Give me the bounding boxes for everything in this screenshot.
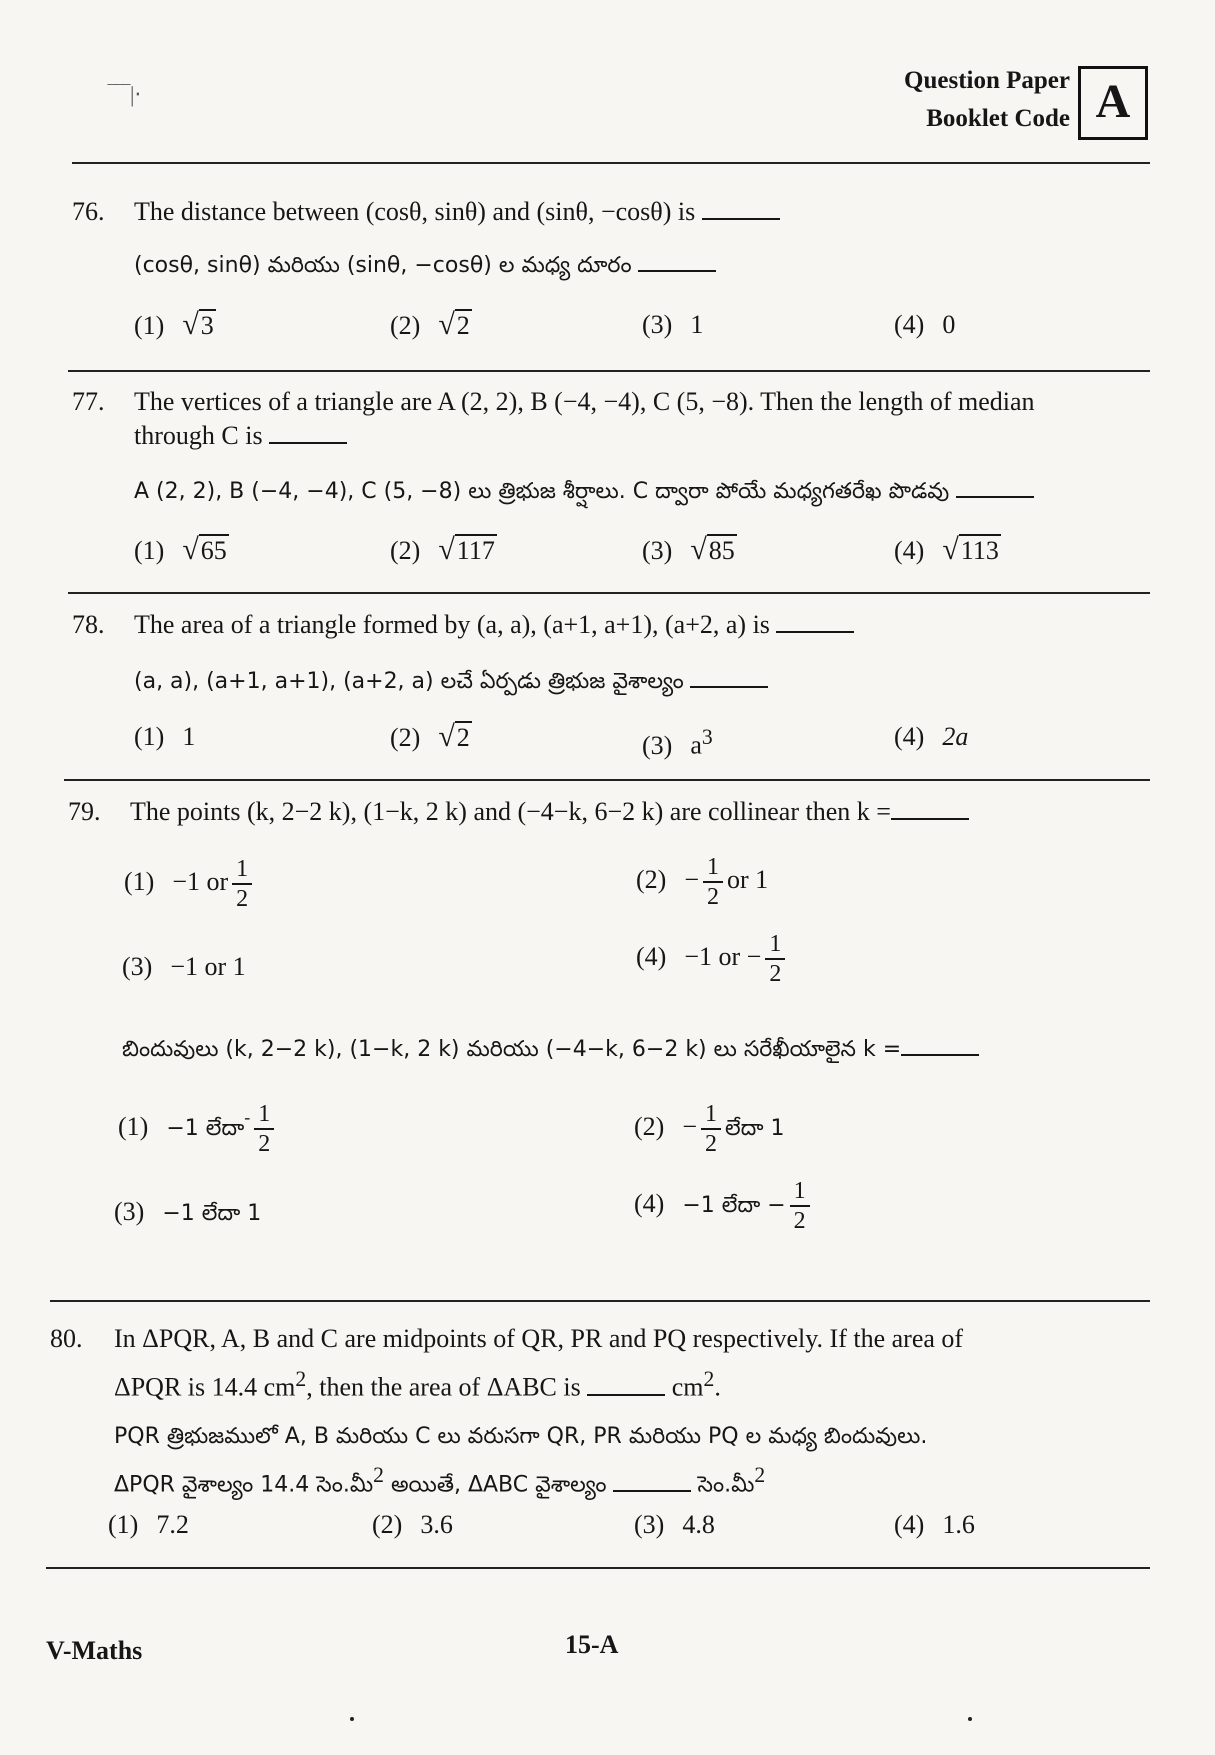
option-number: (3) <box>642 536 673 565</box>
option-number: (3) <box>642 730 673 760</box>
question-number: 76. <box>72 197 105 226</box>
option-3[interactable] <box>642 308 703 342</box>
answer-blank <box>702 196 780 220</box>
answer-blank <box>956 474 1034 498</box>
option-number: (3) <box>642 310 673 339</box>
option-4[interactable] <box>894 533 1001 568</box>
option-4-te[interactable]: (4) −1 లేదా − $\frac{1}{2}$ <box>634 1177 814 1235</box>
question-text-te: A (2, 2), B (−4, −4), C (5, −8) లు త్రిభుజ శీర్షాలు. C ద్వారా పోయే మధ్యగతరేఖ పొడవు <box>134 479 950 504</box>
question-text-te: (a, a), (a+1, a+1), (a+2, a) లచే ఏర్పడు త్రిభుజ వైశాల్యం <box>134 669 684 694</box>
corner-mark: ‾‾‾|‧ <box>108 82 142 107</box>
answer-blank <box>587 1372 665 1396</box>
option-value: 2a <box>942 722 969 751</box>
answer-blank <box>891 796 969 820</box>
option-number: (3) <box>634 1510 665 1539</box>
footer-subject: V-Maths <box>46 1636 143 1665</box>
option-number: (4) <box>894 722 925 751</box>
option-3[interactable] <box>642 720 713 763</box>
option-1[interactable] <box>134 720 195 754</box>
option-value: 7.2 <box>156 1510 189 1539</box>
option-number: (2) <box>372 1510 403 1539</box>
question-number: 78. <box>72 610 105 639</box>
booklet-code-box: A <box>1078 66 1148 140</box>
option-2[interactable] <box>390 720 472 755</box>
sqrt-expression: √3 <box>182 308 214 341</box>
option-4[interactable] <box>894 308 955 342</box>
option-number: (2) <box>390 723 421 752</box>
option-2[interactable] <box>390 533 497 568</box>
dot-mark <box>350 1717 354 1721</box>
question-text-te-cont: ΔPQR వైశాల్యం 14.4 సెం.మీ <box>114 1472 374 1498</box>
option-2-en[interactable]: (2) − $\frac{1}{2}$ or 1 <box>636 854 769 910</box>
question-text-te: PQR త్రిభుజములో A, B మరియు C లు వరుసగా QR, PR మరియు PQ ల మధ్య బిందువులు. <box>114 1424 928 1449</box>
option-value: 0 <box>942 310 956 339</box>
question-text-en: In ΔPQR, A, B and C are midpoints of QR, PR and PQ respectively. If the area of <box>114 1324 964 1353</box>
option-number: (2) <box>390 536 421 565</box>
option-number: (2) <box>636 864 667 894</box>
question-text-te: బిందువులు (k, 2−2 k), (1−k, 2 k) మరియు (−4−k, 6−2 k) లు సరేఖీయాలైన k = <box>122 1037 902 1062</box>
answer-blank <box>638 248 716 272</box>
option-number: (4) <box>634 1188 665 1218</box>
question-text-en-cont: through C is <box>134 421 263 450</box>
option-value: 3.6 <box>420 1510 453 1539</box>
option-1[interactable] <box>134 533 229 568</box>
option-number: (3) <box>122 952 153 981</box>
option-4-en[interactable]: (4) −1 or − $\frac{1}{2}$ <box>636 930 789 988</box>
option-4[interactable] <box>894 720 968 754</box>
option-3[interactable] <box>634 1508 715 1542</box>
option-number: (4) <box>894 310 925 339</box>
question-text-te: (cosθ, sinθ) మరియు (sinθ, −cosθ) ల మధ్య దూరం <box>134 253 632 278</box>
option-number: (3) <box>114 1197 145 1226</box>
question-number: 77. <box>72 387 105 416</box>
fraction: $\frac{1}{2}$ <box>703 853 723 911</box>
option-exponent: 3 <box>701 725 713 749</box>
fraction: $\frac{1}{2}$ <box>254 1100 274 1158</box>
fraction: $\frac{1}{2}$ <box>765 930 785 988</box>
option-number: (4) <box>894 1510 925 1539</box>
header-line1: Question Paper <box>904 67 1070 94</box>
question-text-en-cont: ΔPQR is 14.4 cm <box>114 1372 296 1402</box>
option-number: (2) <box>634 1111 665 1141</box>
option-3-te[interactable]: (3) −1 లేదా 1 <box>114 1195 261 1231</box>
sqrt-expression: √117 <box>438 533 495 566</box>
sqrt-expression: √2 <box>438 720 470 753</box>
option-value: a <box>690 730 702 760</box>
divider <box>68 592 1150 594</box>
option-1[interactable] <box>134 308 216 343</box>
question-text-en: The vertices of a triangle are A (2, 2), B (−4, −4), C (5, −8). Then the length of median <box>134 387 1035 416</box>
option-number: (4) <box>894 536 925 565</box>
option-2[interactable] <box>372 1508 453 1542</box>
answer-blank <box>776 609 854 633</box>
question-number: 80. <box>50 1324 83 1353</box>
answer-blank <box>613 1468 691 1492</box>
option-1-en[interactable]: (1) −1 or $\frac{1}{2}$ <box>124 855 256 913</box>
option-number: (2) <box>390 311 421 340</box>
divider <box>64 779 1150 781</box>
fraction: $\frac{1}{2}$ <box>790 1177 810 1235</box>
option-3-en[interactable]: (3) −1 or 1 <box>122 950 246 984</box>
sqrt-expression: √65 <box>182 533 227 566</box>
booklet-code-label <box>870 62 1070 138</box>
option-1[interactable] <box>108 1508 189 1542</box>
option-number: (1) <box>108 1510 139 1539</box>
divider <box>72 162 1150 164</box>
sqrt-expression: √2 <box>438 308 470 341</box>
question-text-en: The area of a triangle formed by (a, a), (a+1, a+1), (a+2, a) is <box>134 610 770 639</box>
option-value: 1 <box>182 722 196 751</box>
option-number: (1) <box>124 866 155 896</box>
option-3[interactable] <box>642 533 737 568</box>
option-value: 4.8 <box>682 1510 715 1539</box>
option-value: 1.6 <box>942 1510 975 1539</box>
option-number: (4) <box>636 941 667 971</box>
option-value: 1 <box>690 310 704 339</box>
question-text-en: The points (k, 2−2 k), (1−k, 2 k) and (−4−k, 6−2 k) are collinear then k = <box>130 797 891 826</box>
header-line2: Booklet Code <box>926 105 1070 132</box>
divider <box>46 1567 1150 1569</box>
answer-blank <box>269 420 347 444</box>
option-2[interactable] <box>390 308 472 343</box>
option-number: (1) <box>134 722 165 751</box>
fraction: $\frac{1}{2}$ <box>701 1100 721 1158</box>
option-4[interactable] <box>894 1508 975 1542</box>
question-text-en: The distance between (cosθ, sinθ) and (sinθ, −cosθ) is <box>134 197 696 226</box>
stray-mark: - <box>244 1107 251 1127</box>
footer-page-number: 15-A <box>565 1630 619 1659</box>
option-2-te[interactable]: (2) − $\frac{1}{2}$ లేదా 1 <box>634 1101 785 1157</box>
answer-blank <box>901 1032 979 1056</box>
option-number: (1) <box>134 311 165 340</box>
answer-blank <box>690 664 768 688</box>
divider <box>68 370 1150 372</box>
fraction: $\frac{1}{2}$ <box>232 855 252 913</box>
divider <box>50 1300 1150 1302</box>
dot-mark <box>968 1717 972 1721</box>
sqrt-expression: √85 <box>690 533 735 566</box>
option-number: (1) <box>118 1111 149 1141</box>
option-1-te[interactable]: (1) −1 లేదా- $\frac{1}{2}$ <box>118 1100 278 1158</box>
question-number: 79. <box>68 797 101 826</box>
option-number: (1) <box>134 536 165 565</box>
sqrt-expression: √113 <box>942 533 999 566</box>
